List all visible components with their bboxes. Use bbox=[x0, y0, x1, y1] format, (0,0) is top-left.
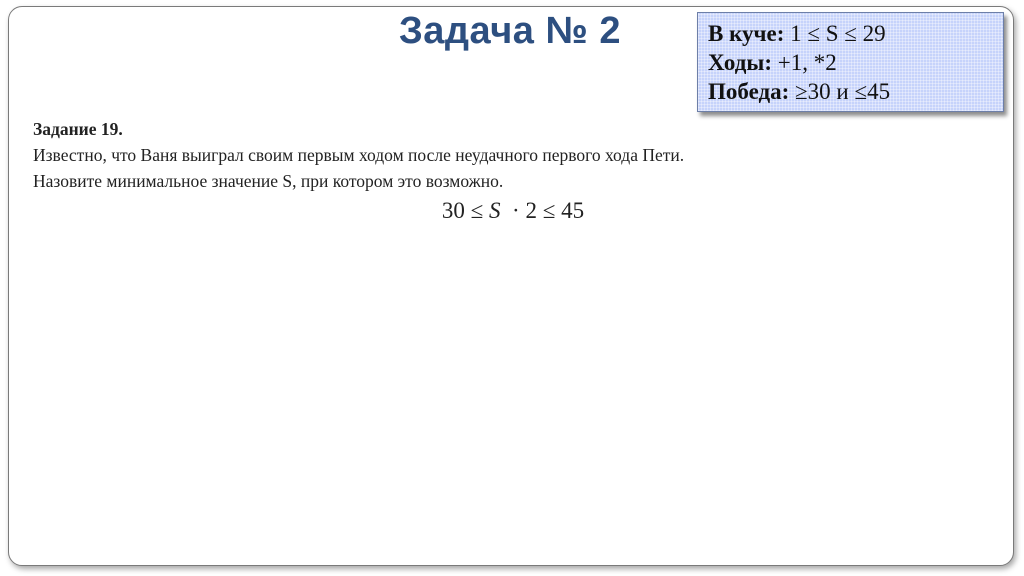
heap-value: 1 ≤ S ≤ 29 bbox=[784, 21, 886, 46]
heap-range-row bbox=[708, 19, 993, 48]
heap-label: В куче: bbox=[708, 21, 785, 46]
moves-row bbox=[708, 48, 993, 77]
task-heading: Задание 19. bbox=[33, 119, 123, 139]
rules-info-box bbox=[697, 12, 1004, 112]
formula-variable: S bbox=[489, 198, 501, 223]
moves-label: Ходы: bbox=[708, 50, 772, 75]
task-line-2: Назовите минимальное значение S, при котором это возможно. bbox=[33, 171, 504, 191]
win-value: ≥30 и ≤45 bbox=[789, 79, 891, 104]
win-label: Победа: bbox=[708, 79, 790, 104]
task-line-1: Известно, что Ваня выиграл своим первым ходом после неудачного первого хода Пети. bbox=[33, 145, 685, 165]
inequality-formula bbox=[400, 198, 626, 224]
formula-right: · 2 ≤ 45 bbox=[500, 198, 585, 223]
moves-value: +1, *2 bbox=[772, 50, 837, 75]
win-condition-row bbox=[708, 77, 993, 106]
formula-left: 30 ≤ bbox=[441, 198, 490, 223]
slide-title: Задача № 2 bbox=[398, 10, 622, 52]
task-text-block bbox=[33, 116, 913, 194]
